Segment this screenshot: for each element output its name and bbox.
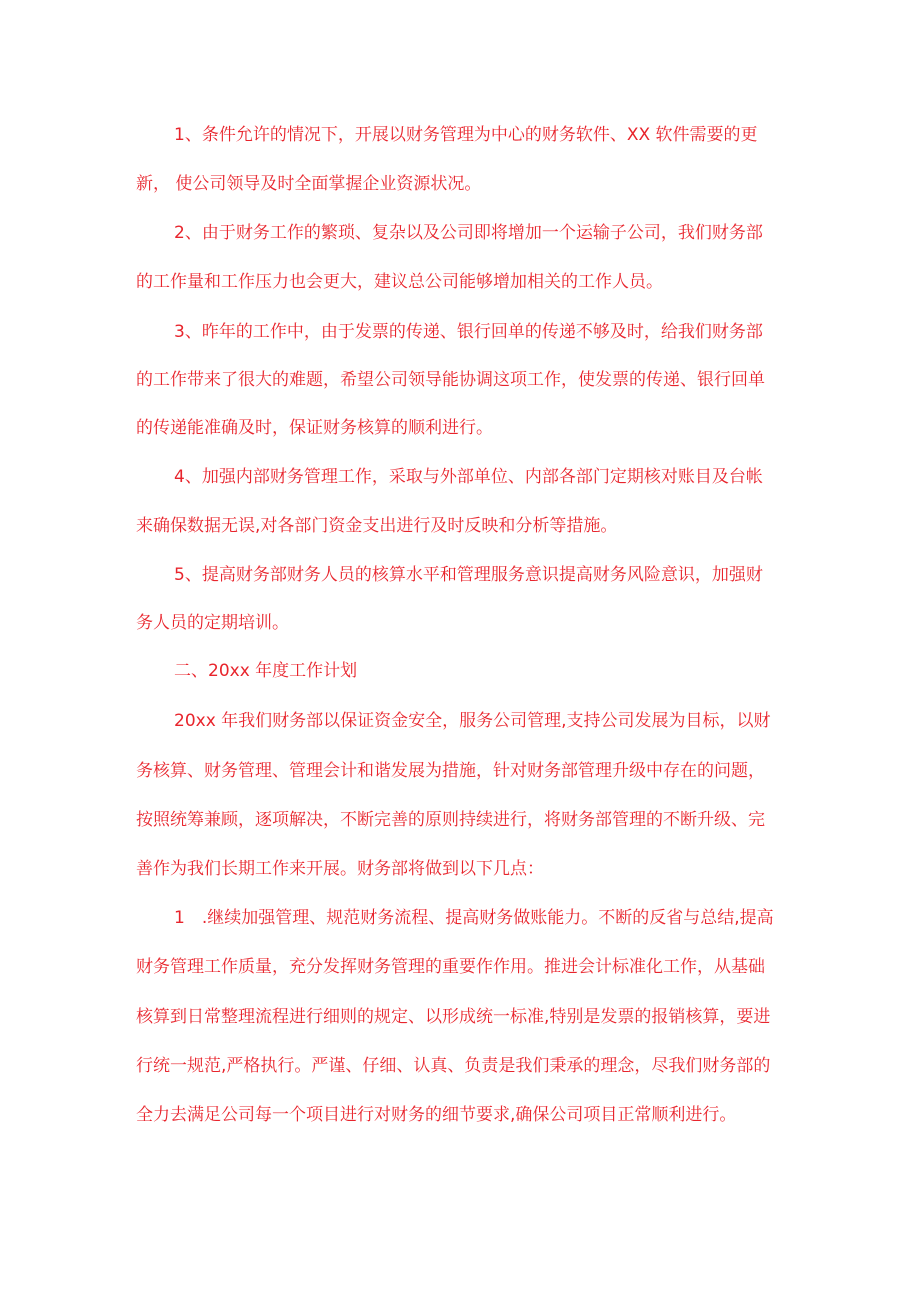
paragraph-line: 4、加强内部财务管理工作，采取与外部单位、内部各部门定期核对账目及台帐 <box>174 467 763 487</box>
paragraph-line: 的工作带来了很大的难题，希望公司领导能协调这项工作，使发票的传递、银行回单 <box>136 370 765 390</box>
paragraph-line: 1 .继续加强管理、规范财务流程、提高财务做账能力。不断的反省与总结,提高 <box>174 908 774 928</box>
paragraph-line: 的传递能准确及时，保证财务核算的顺利进行。 <box>136 418 493 438</box>
paragraph-line: 20xx 年我们财务部以保证资金安全，服务公司管理,支持公司发展为目标，以财 <box>174 711 771 731</box>
paragraph-line: 财务管理工作质量，充分发挥财务管理的重要作作用。推进会计标准化工作，从基础 <box>136 957 765 977</box>
paragraph-line: 善作为我们长期工作来开展。财务部将做到以下几点： <box>136 859 544 879</box>
paragraph-line: 全力去满足公司每一个项目进行对财务的细节要求,确保公司项目正常顺利进行。 <box>136 1105 737 1125</box>
paragraph-line: 按照统筹兼顾，逐项解决，不断完善的原则持续进行，将财务部管理的不断升级、完 <box>136 810 765 830</box>
paragraph-line: 5、提高财务部财务人员的核算水平和管理服务意识提高财务风险意识，加强财 <box>174 565 763 585</box>
paragraph-line: 务核算、财务管理、管理会计和谐发展为措施，针对财务部管理升级中存在的问题， <box>136 761 765 781</box>
section-heading: 二、20xx 年度工作计划 <box>174 661 358 681</box>
paragraph-line: 来确保数据无误,对各部门资金支出进行及时反映和分析等措施。 <box>136 516 618 536</box>
paragraph-line: 核算到日常整理流程进行细则的规定、以形成统一标准,特别是发票的报销核算，要进 <box>136 1007 771 1027</box>
paragraph-line: 2、由于财务工作的繁琐、复杂以及公司即将增加一个运输子公司，我们财务部 <box>174 223 763 243</box>
paragraph-line: 新， 使公司领导及时全面掌握企业资源状况。 <box>136 174 482 194</box>
paragraph-line: 的工作量和工作压力也会更大，建议总公司能够增加相关的工作人员。 <box>136 272 663 292</box>
paragraph-line: 3、昨年的工作中，由于发票的传递、银行回单的传递不够及时，给我们财务部 <box>174 322 763 342</box>
paragraph-line: 务人员的定期培训。 <box>136 613 289 633</box>
paragraph-line: 行统一规范,严格执行。严谨、仔细、认真、负责是我们秉承的理念，尽我们财务部的 <box>136 1056 771 1076</box>
paragraph-line: 1、条件允许的情况下，开展以财务管理为中心的财务软件、XX 软件需要的更 <box>174 125 758 145</box>
